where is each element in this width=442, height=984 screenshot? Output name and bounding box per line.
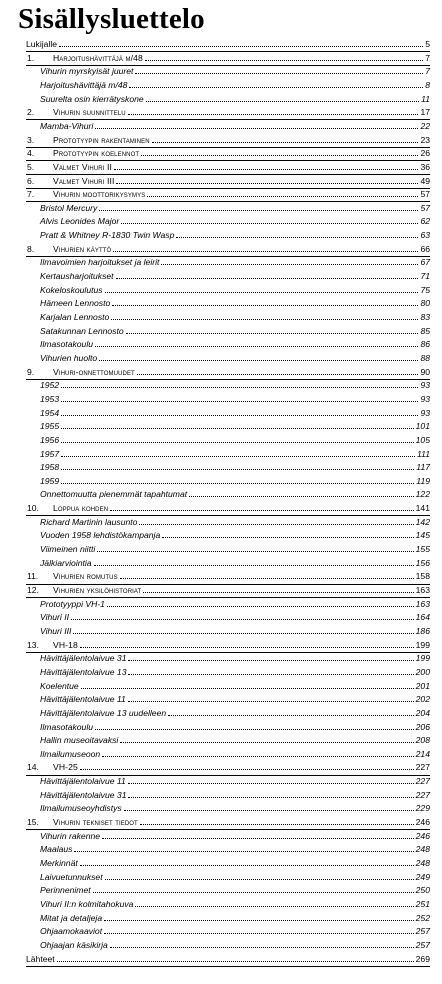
dot-leader (111, 319, 418, 320)
toc-entry-label: Harjoitushävittäjä m/48 (53, 52, 143, 63)
toc-entry-number: 11. (27, 571, 39, 582)
toc-entry-label: Kertausharjoitukset (40, 271, 114, 282)
toc-entry-label: VH-25 (53, 762, 78, 773)
toc-entry-label: 1952 (40, 380, 60, 391)
toc-entry[interactable] (0, 92, 442, 106)
dot-leader (139, 524, 413, 525)
toc-entry-page: 57 (420, 202, 430, 213)
toc-entry-label: Hävittäjälentolaivue 13 (40, 666, 127, 677)
toc-entry[interactable] (0, 433, 442, 447)
toc-entry[interactable] (0, 337, 442, 351)
toc-entry-label: Merkinnät (40, 858, 78, 868)
toc-entry[interactable] (0, 528, 442, 542)
toc-entry[interactable] (0, 938, 442, 952)
toc-entry[interactable] (0, 460, 442, 474)
toc-entry[interactable] (0, 174, 442, 188)
toc-entry-page: 105 (415, 434, 430, 445)
toc-entry[interactable] (0, 419, 442, 433)
toc-entry-label: Loppua kohden (53, 503, 109, 514)
toc-entry-label: Vihurien huolto (40, 352, 98, 363)
dot-leader (80, 769, 414, 770)
dot-leader (74, 851, 413, 852)
dot-leader (189, 496, 414, 497)
toc-entry[interactable] (0, 952, 442, 966)
toc-entry-label: Vihurin tekniset tiedot (53, 817, 138, 828)
dot-leader (95, 128, 418, 129)
dot-leader (105, 879, 414, 880)
toc-entry-label: Vihurin myrskyisät juuret (40, 66, 134, 77)
toc-entry[interactable] (0, 556, 442, 570)
dot-leader (147, 196, 418, 197)
toc-entry-page: 200 (415, 666, 430, 677)
dot-leader (61, 428, 414, 429)
toc-entry-label: Vihurien käyttö (53, 243, 112, 254)
toc-entry-page: 156 (415, 557, 430, 568)
dot-leader (126, 333, 419, 334)
toc-entry[interactable] (0, 64, 442, 78)
toc-entry[interactable] (0, 829, 442, 843)
dot-leader (121, 223, 418, 224)
dot-leader (99, 210, 418, 211)
toc-entry-page: 26 (420, 148, 430, 159)
toc-entry-number: 7. (27, 189, 35, 200)
toc-entry-label: Jälkiarviointia (40, 557, 92, 568)
toc-entry[interactable] (0, 406, 442, 420)
dot-leader (71, 619, 414, 620)
dot-leader (135, 906, 413, 907)
toc-entry-page: 250 (415, 885, 430, 896)
dot-leader (110, 510, 414, 511)
toc-entry-page: 36 (420, 161, 430, 172)
toc-entry[interactable] (0, 720, 442, 734)
toc-entry-label: Kokeloskoulutus (40, 284, 103, 295)
toc-entry[interactable] (0, 351, 442, 365)
page-title: Sisällysluettelo (18, 3, 205, 35)
toc-entry-page: 88 (420, 352, 430, 363)
dot-leader (113, 251, 418, 252)
toc-entry[interactable] (0, 296, 442, 310)
toc-entry-page: 206 (415, 721, 430, 732)
toc-entry-label: Vihurin rakenne (40, 830, 101, 841)
dot-leader (124, 810, 414, 811)
toc-entry-label: Prototyypin koelennot (53, 148, 140, 159)
toc-entry[interactable] (0, 747, 442, 761)
dot-leader (114, 169, 418, 170)
dot-leader (94, 565, 414, 566)
toc-entry-label: Lukijalle (26, 39, 58, 49)
toc-entry-number: 2. (27, 107, 35, 118)
dot-leader (107, 606, 414, 607)
toc-entry[interactable] (0, 283, 442, 297)
toc-entry[interactable] (0, 842, 442, 856)
toc-entry-page: 11 (421, 93, 430, 104)
toc-entry-page: 158 (415, 571, 430, 582)
toc-entry[interactable] (0, 774, 442, 788)
toc-entry-page: 145 (415, 530, 430, 541)
toc-entry-page: 119 (416, 475, 430, 486)
toc-entry[interactable] (0, 378, 442, 392)
toc-entry[interactable] (0, 37, 442, 51)
dot-leader (102, 838, 414, 839)
toc-entry-page: 251 (415, 898, 430, 909)
toc-entry-page: 93 (420, 393, 430, 404)
toc-entry[interactable] (0, 870, 442, 884)
toc-entry-label: Koelentue (40, 680, 79, 691)
toc-entry-label: VH-18 (53, 639, 78, 650)
dot-leader (61, 469, 414, 470)
dot-leader (141, 155, 418, 156)
toc-entry-page: 186 (415, 625, 430, 636)
toc-entry-page: 248 (415, 858, 430, 868)
toc-entry-label: Karjalan Lennosto (40, 312, 110, 322)
toc-entry-label: Vihuri III (40, 625, 72, 636)
toc-entry[interactable] (0, 474, 442, 488)
toc-entry-label: Vihurin suunnittelu (53, 107, 126, 118)
toc-entry-label: Hallin museoitavaksi (40, 735, 119, 746)
toc-entry-number: 1. (27, 52, 35, 63)
toc-entry-number: 8. (27, 243, 35, 254)
toc-entry-page: 141 (415, 503, 430, 514)
dot-leader (61, 456, 415, 457)
dot-leader (61, 483, 414, 484)
toc-entry[interactable] (0, 187, 442, 201)
toc-entry-label: Hävittäjälentolaivue 11 (40, 694, 126, 705)
toc-entry[interactable] (0, 651, 442, 665)
toc-entry-page: 249 (415, 871, 430, 882)
toc-entry-label: Vihurin moottorikysymys (53, 189, 146, 200)
toc-entry[interactable] (0, 447, 442, 461)
toc-entry[interactable] (0, 242, 442, 256)
dot-leader (73, 633, 413, 634)
toc-entry-page: 227 (415, 776, 430, 787)
toc-entry[interactable] (0, 856, 442, 870)
toc-entry-number: 15. (27, 817, 39, 828)
dot-leader (140, 824, 414, 825)
toc-entry-page: 142 (415, 516, 430, 527)
toc-entry-page: 23 (420, 134, 430, 145)
toc-entry-label: Satakunnan Lennosto (40, 325, 124, 336)
dot-leader (95, 729, 414, 730)
toc-entry-page: 83 (420, 312, 430, 322)
toc-entry-page: 111 (416, 448, 430, 459)
toc-entry[interactable] (0, 801, 442, 815)
dot-leader (110, 947, 414, 948)
toc-entry-page: 66 (420, 243, 430, 254)
toc-entry-label: Vihuri II (40, 612, 69, 623)
toc-entry[interactable] (0, 214, 442, 228)
toc-entry-page: 208 (415, 735, 430, 746)
toc-entry-label: Vihuri II:n kolmitahokuva (40, 898, 134, 909)
toc-entry-page: 17 (420, 107, 430, 118)
toc-entry-label: Richard Martinin lausunto (40, 516, 138, 527)
toc-entry-label: 1955 (40, 421, 60, 432)
toc-entry[interactable] (0, 911, 442, 925)
toc-entry-page: 90 (420, 366, 430, 377)
toc-entry-page: 201 (415, 680, 430, 691)
toc-entry-page: 57 (420, 189, 430, 200)
toc-entry[interactable] (0, 583, 442, 597)
dot-leader (128, 797, 413, 798)
dot-leader (128, 114, 419, 115)
dot-leader (120, 742, 413, 743)
dot-leader (168, 715, 414, 716)
dot-leader (61, 387, 418, 388)
toc-entry-label: Hävittäjälentolaivue 11 (40, 776, 126, 787)
toc-entry-number: 10. (27, 503, 39, 514)
toc-entry-label: Hävittäjälentolaivue 13 uudelleen (40, 707, 167, 718)
toc-entry-label: Hävittäjälentolaivue 31 (40, 653, 127, 664)
toc-entry[interactable] (0, 105, 442, 119)
toc-entry[interactable] (0, 228, 442, 242)
toc-entry-page: 257 (415, 926, 430, 937)
dot-leader (129, 87, 423, 88)
dot-leader (135, 73, 423, 74)
toc-entry-page: 199 (415, 653, 430, 664)
dot-leader (81, 688, 414, 689)
toc-entry-label: Ilmailumuseoyhdistys (40, 803, 122, 814)
toc-entry[interactable] (0, 201, 442, 215)
toc-entry-label: 1959 (40, 475, 60, 486)
toc-entry[interactable] (0, 255, 442, 269)
toc-entry-label: Valmet Vihuri II (53, 161, 112, 172)
toc-entry[interactable] (0, 883, 442, 897)
toc-entry-page: 163 (415, 585, 430, 595)
dot-leader (93, 892, 414, 893)
toc-entry[interactable] (0, 515, 442, 529)
toc-entry[interactable] (0, 269, 442, 283)
toc-entry-page: 5 (425, 39, 430, 49)
toc-entry-page: 164 (415, 612, 430, 623)
toc-entry[interactable] (0, 665, 442, 679)
toc-entry[interactable] (0, 324, 442, 338)
toc-entry-page: 246 (415, 830, 430, 841)
toc-entry[interactable] (0, 569, 442, 583)
toc-entry-label: Bristol Mercury (40, 202, 98, 213)
toc-entry-page: 85 (420, 325, 430, 336)
toc-entry-page: 75 (420, 284, 430, 295)
toc-entry-page: 49 (420, 175, 430, 186)
toc-entry[interactable] (0, 51, 442, 65)
toc-entry-label: Suurelta osin kierrätyskone (40, 93, 144, 104)
toc-entry[interactable] (0, 597, 442, 611)
toc-entry[interactable] (0, 119, 442, 133)
dot-leader (61, 442, 414, 443)
dot-leader (97, 551, 413, 552)
toc-entry-page: 86 (420, 339, 430, 350)
toc-entry-page: 101 (415, 421, 430, 432)
toc-entry-label: Laivuetunnukset (40, 871, 103, 882)
dot-leader (128, 701, 414, 702)
toc-entry-number: 6. (27, 175, 35, 186)
dot-leader (80, 647, 414, 648)
toc-entry-label: Pratt & Whitney R-1830 Twin Wasp (40, 230, 175, 241)
toc-entry[interactable] (0, 487, 442, 501)
dot-leader (99, 360, 418, 361)
toc-entry-label: Ilmavoimien harjoitukset ja leirit (40, 257, 160, 268)
toc-entry[interactable] (0, 706, 442, 720)
toc-entry-page: 62 (420, 216, 430, 227)
toc-entry-label: Perinnenimet (40, 885, 91, 896)
toc-entry-page: 252 (415, 912, 430, 923)
toc-entry-number: 9. (27, 366, 35, 377)
toc-entry[interactable] (0, 310, 442, 324)
dot-leader (116, 183, 418, 184)
dot-leader (146, 101, 419, 102)
toc-entry-page: 202 (415, 694, 430, 705)
toc-entry-label: Hävittäjälentolaivue 31 (40, 789, 127, 800)
toc-entry-page: 67 (420, 257, 430, 268)
toc-entry-label: Vihurien yksilöhistoriat (53, 585, 142, 595)
dot-leader (102, 756, 413, 757)
toc-entry-page: 227 (415, 762, 430, 773)
dot-leader (104, 933, 414, 934)
toc-entry-page: 227 (415, 789, 430, 800)
toc-entry-page: 214 (415, 748, 430, 759)
toc-entry-number: 3. (27, 134, 35, 145)
toc-entry[interactable] (0, 501, 442, 515)
toc-entry-page: 257 (415, 939, 430, 950)
dot-leader (143, 592, 413, 593)
toc-entry-label: Prototyyppi VH-1 (40, 598, 105, 609)
toc-entry-number: 4. (27, 148, 35, 159)
toc-entry-page: 63 (420, 230, 430, 241)
dot-leader (105, 292, 419, 293)
toc-entry[interactable] (0, 638, 442, 652)
toc-entry-label: Ilmailumuseoon (40, 748, 101, 759)
toc-entry-page: 248 (415, 844, 430, 855)
toc-entry-label: Vuoden 1958 lehdistökampanja (40, 530, 161, 541)
row-divider (26, 966, 430, 967)
toc-entry-page: 229 (415, 803, 430, 814)
toc-entry-label: 1954 (40, 407, 60, 418)
toc-entry-label: 1953 (40, 393, 60, 404)
toc-entry[interactable] (0, 146, 442, 160)
toc-entry[interactable] (0, 924, 442, 938)
toc-entry-page: 163 (415, 598, 430, 609)
dot-leader (95, 346, 418, 347)
toc-entry[interactable] (0, 392, 442, 406)
toc-entry[interactable] (0, 365, 442, 379)
toc-entry[interactable] (0, 788, 442, 802)
toc-entry[interactable] (0, 133, 442, 147)
toc-entry-page: 199 (415, 639, 430, 650)
toc-entry-label: Ilmasotakoulu (40, 339, 94, 350)
toc-entry-page: 8 (425, 79, 430, 90)
toc-entry[interactable] (0, 610, 442, 624)
toc-entry-label: Lähteet (26, 953, 55, 964)
toc-entry-label: Prototyypin rakentaminen (53, 134, 150, 145)
dot-leader (145, 60, 423, 61)
toc-entry-page: 71 (420, 271, 430, 282)
toc-entry-number: 5. (27, 161, 35, 172)
toc-entry-page: 269 (415, 953, 430, 964)
toc-entry-page: 7 (425, 52, 430, 63)
toc-entry-page: 155 (415, 544, 430, 555)
dot-leader (128, 783, 414, 784)
toc-entry-label: 1957 (40, 448, 60, 459)
dot-leader (128, 660, 413, 661)
toc-entry-label: Harjoitushävittäjä m/48 (40, 79, 128, 90)
toc-entry-label: Ilmasotakoulu (40, 721, 94, 732)
dot-leader (116, 278, 419, 279)
dot-leader (80, 865, 414, 866)
toc-entry-label: Maalaus (40, 844, 73, 855)
toc-entry[interactable] (0, 733, 442, 747)
toc-entry[interactable] (0, 897, 442, 911)
dot-leader (176, 237, 418, 238)
toc-entry-label: Ohjaamokaaviot (40, 926, 103, 937)
toc-entry-page: 122 (415, 489, 430, 500)
dot-leader (104, 920, 414, 921)
toc-entry-page: 7 (425, 66, 430, 77)
dot-leader (61, 415, 418, 416)
toc-entry-label: Mitat ja detaljeja (40, 912, 103, 923)
toc-entry-number: 12. (27, 585, 39, 595)
toc-entry[interactable] (0, 692, 442, 706)
toc-entry-number: 14. (27, 762, 39, 773)
toc-entry-label: Viimeinen niitti (40, 544, 96, 555)
toc-entry[interactable] (0, 760, 442, 774)
toc-entry[interactable] (0, 679, 442, 693)
toc-entry-page: 93 (420, 380, 430, 391)
toc-entry[interactable] (0, 78, 442, 92)
toc-entry-label: 1956 (40, 434, 60, 445)
toc-entry-label: Vihuri-onnettomuudet (53, 366, 135, 377)
toc-entry-label: Alvis Leonides Major (40, 216, 120, 227)
dot-leader (162, 537, 413, 538)
toc-entry-page: 246 (415, 817, 430, 828)
dot-leader (128, 674, 413, 675)
dot-leader (152, 142, 419, 143)
dot-leader (57, 961, 414, 962)
toc-entry-label: Hämeen Lennosto (40, 298, 111, 309)
toc-entry-page: 22 (420, 120, 430, 131)
toc-entry-page: 117 (416, 462, 430, 473)
toc-entry-label: 1958 (40, 462, 60, 473)
dot-leader (59, 46, 423, 47)
toc-entry-page: 93 (420, 407, 430, 418)
dot-leader (61, 401, 418, 402)
toc-entry-label: Valmet Vihuri III (53, 175, 115, 186)
toc-entry[interactable] (0, 624, 442, 638)
toc-entry[interactable] (0, 160, 442, 174)
toc-entry[interactable] (0, 542, 442, 556)
toc-entry-page: 204 (415, 707, 430, 718)
toc-entry-number: 13. (27, 639, 39, 650)
dot-leader (137, 374, 419, 375)
toc-entry-label: Ohjaajan käsikirja (40, 939, 108, 950)
dot-leader (161, 264, 418, 265)
toc-entry-label: Vihurien romutus (53, 571, 118, 582)
toc-entry-label: Onnettomuutta pienemmät tapahtumat (40, 489, 188, 500)
dot-leader (112, 305, 418, 306)
toc-entry-page: 80 (420, 298, 430, 309)
dot-leader (120, 578, 414, 579)
toc-entry-label: Mamba-Vihuri (40, 120, 94, 131)
toc-entry[interactable] (0, 815, 442, 829)
